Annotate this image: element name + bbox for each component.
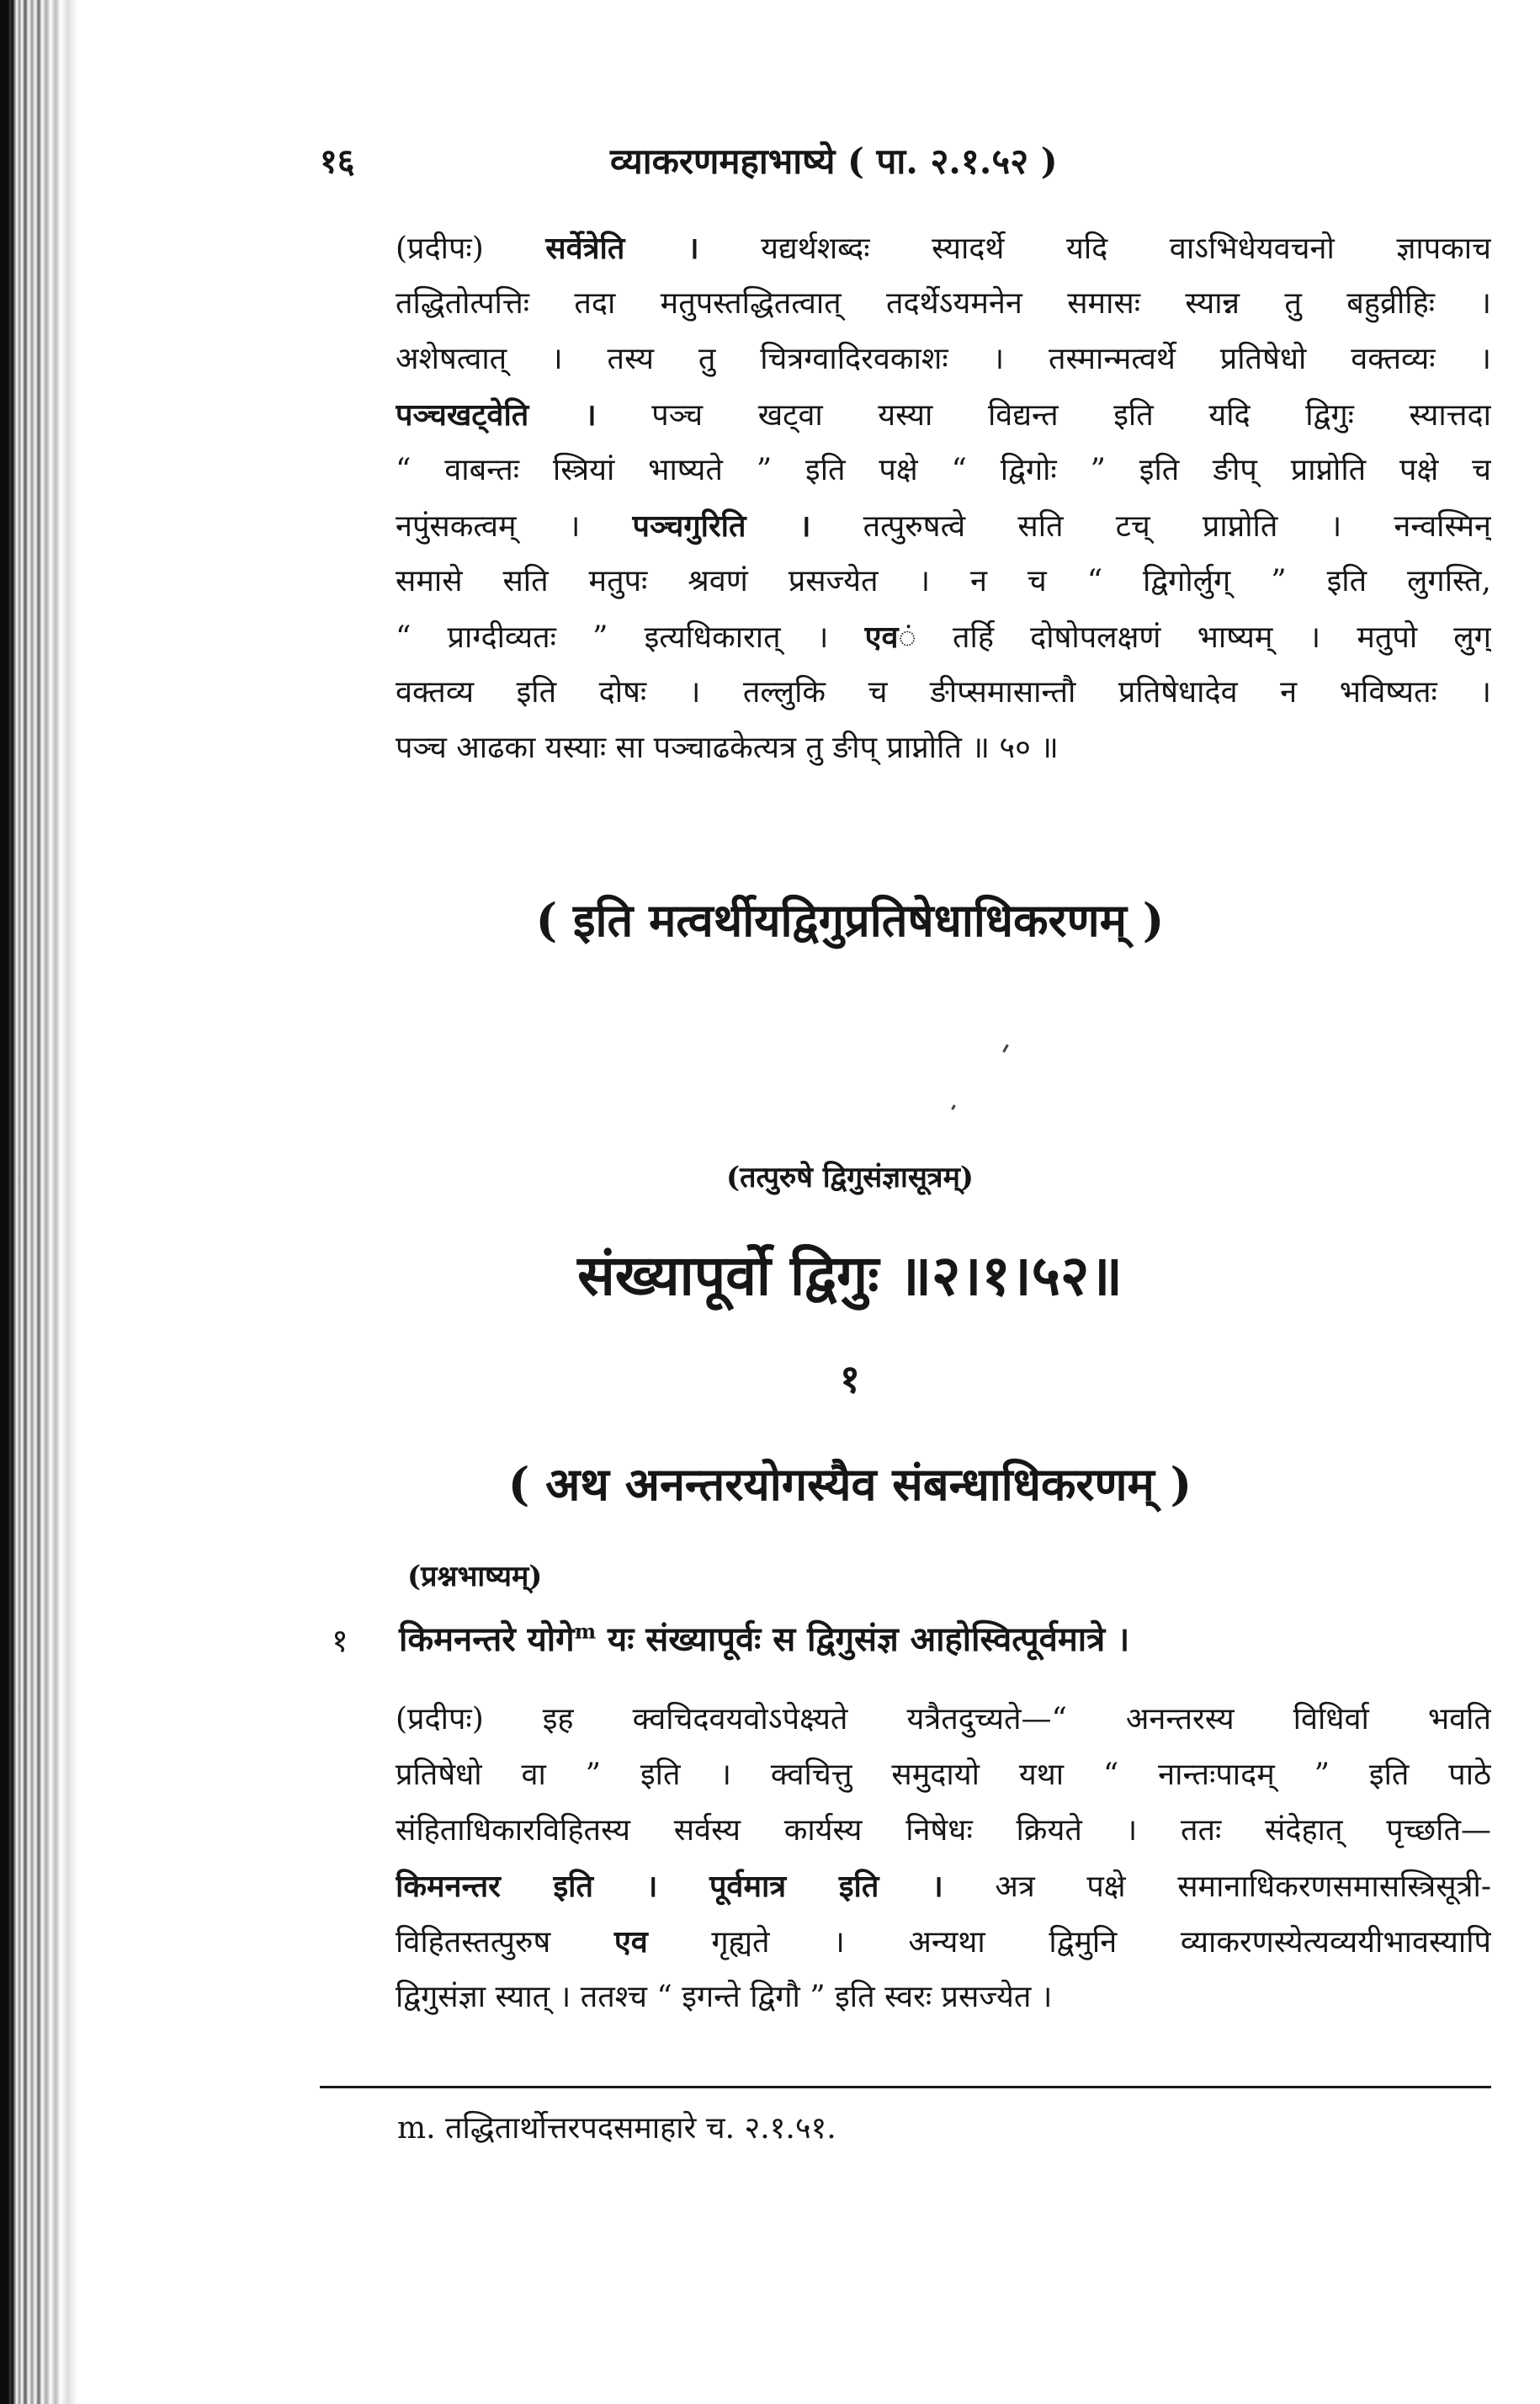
page-number: १६ <box>320 141 355 181</box>
footnote-divider <box>320 2086 1491 2088</box>
text-line: “ वाबन्तः स्त्रियां भाष्यते ” इति पक्षे “ द्विगोः ” इति ङीप् प्राप्नोति पक्षे च <box>396 453 1491 487</box>
footnote-text: m. तद्धितार्थोत्तरपदसमाहारे च. २.१.५१. <box>397 2111 836 2146</box>
stray-mark <box>1002 1044 1009 1052</box>
running-head: व्याकरणमहाभाष्ये ( पा. २.१.५२ ) <box>610 141 1058 182</box>
prashna-bhashya-label: (प्रश्नभाष्यम्) <box>407 1560 543 1593</box>
pradipa-paragraph-1 <box>396 221 1491 776</box>
sutra-heading: संख्यापूर्वो द्विगुः ॥२।१।५२॥ <box>577 1242 1123 1308</box>
text-line: प्रतिषेधो वा ” इति । क्वचित्तु समुदायो यथा “ नान्तःपादम् ” इति पाठे <box>396 1758 1491 1792</box>
text-line: समासे सति मतुपः श्रवणं प्रसज्येत । न च “ द्विगोर्लुग् ” इति लुगस्ति, <box>396 564 1491 598</box>
text-line: तद्धितोत्पत्तिः तदा मतुपस्तद्धितत्वात् तदर्थेऽयमनेन समासः स्यान्न तु बहुव्रीहिः । <box>396 286 1491 321</box>
book-spine-shadow <box>0 0 77 2404</box>
section-end-heading: ( इति मत्वर्थीयद्विगुप्रतिषेधाधिकरणम् ) <box>535 893 1165 947</box>
adhikarana-number: १ <box>840 1356 860 1401</box>
bhashya-text-start: किमनन्तरे योगे <box>399 1620 575 1659</box>
text-line: विहितस्तत्पुरुष एव गृह्यते । अन्यथा द्विमुनि व्याकरणस्येत्यव्ययीभावस्यापि <box>396 1924 1491 1960</box>
adhikarana-heading: ( अथ अनन्तरयोगस्यैव संबन्धाधिकरणम् ) <box>507 1457 1192 1511</box>
text-line: “ प्राग्दीव्यतः ” इत्यधिकारात् । एवं तर्हि दोषोपलक्षणं भाष्यम् । मतुपो लुग् <box>396 620 1491 655</box>
bhashya-item-number: १ <box>332 1622 348 1659</box>
text-line: द्विगुसंज्ञा स्यात् । ततश्च “ इगन्ते द्विगौ ” इति स्वरः प्रसज्येत । <box>396 1980 1053 2014</box>
text-line: पञ्चखट्वेति । पञ्च खट्वा यस्या विद्यन्त इति यदि द्विगुः स्यात्तदा <box>396 397 1491 433</box>
bhashya-item-text <box>399 1614 1129 1661</box>
pradipa-paragraph-2 <box>396 1692 1491 2025</box>
text-line: अशेषत्वात् । तस्य तु चित्रग्वादिरवकाशः । तस्मान्मत्वर्थे प्रतिषेधो वक्तव्यः । <box>396 342 1491 376</box>
footnote-marker: m <box>574 1619 597 1644</box>
text-line: नपुंसकत्वम् । पञ्चगुरिति । तत्पुरुषत्वे सति टच् प्राप्नोति । नन्वस्मिन् <box>396 508 1491 544</box>
text-line: पञ्च आढका यस्याः सा पञ्चाढकेत्यत्र तु ङीप् प्राप्नोति ॥ ५० ॥ <box>396 731 1059 765</box>
text-line: (प्रदीपः) सर्वेत्रेति । यद्यर्थशब्दः स्यादर्थे यदि वाऽभिधेयवचनो ज्ञापकाच <box>396 231 1491 266</box>
page-header <box>320 136 1498 187</box>
text-line: (प्रदीपः) इह क्वचिदवयवोऽपेक्ष्यते यत्रैतदुच्यते—“ अनन्तरस्य विधिर्वा भवति <box>396 1702 1491 1737</box>
text-line: वक्तव्य इति दोषः । तल्लुकि च ङीप्समासान्तौ प्रतिषेधादेव न भविष्यतः । <box>396 675 1491 710</box>
text-line: संहिताधिकारविहितस्य सर्वस्य कार्यस्य निषेधः क्रियते । ततः संदेहात् पृच्छति— <box>396 1813 1491 1848</box>
bhashya-text-end: यः संख्यापूर्वः स द्विगुसंज्ञ आहोस्वित्पूर्वमात्रे । <box>596 1620 1130 1659</box>
stray-mark <box>951 1104 956 1110</box>
sutra-label: (तत्पुरुषे द्विगुसंज्ञासूत्रम्) <box>725 1161 974 1194</box>
text-line: किमनन्तर इति । पूर्वमात्र इति । अत्र पक्षे समानाधिकरणसमासस्त्रिसूत्री- <box>396 1869 1491 1904</box>
